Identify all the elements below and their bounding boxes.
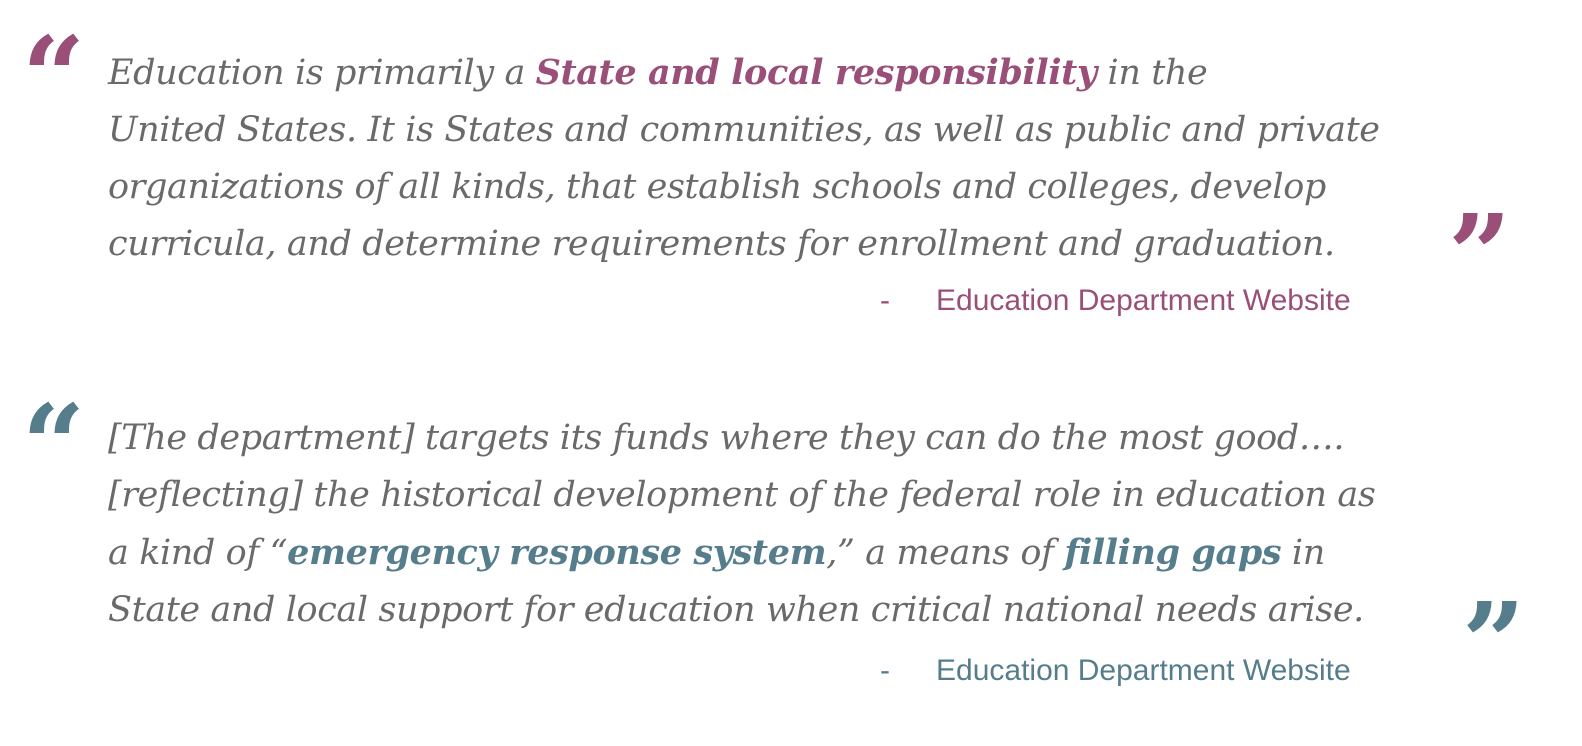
quote-text-segment: in [1281,533,1325,573]
quote-block-1 [0,0,1582,340]
quote-block-2 [0,372,1582,712]
quote-line: [The department] targets its funds where they can do the most good…. [108,418,1345,458]
quote-text [108,44,1488,273]
quote-line: State and local support for education when critical national needs arise. [108,590,1364,630]
quote-text-segment: ,” a means of [826,533,1065,573]
attribution [880,284,1351,318]
attribution [880,654,1351,688]
attribution-dash: - [880,284,890,317]
attribution-source: Education Department Website [936,284,1351,317]
close-quote-mark: ” [1448,190,1512,319]
emphasis-phrase: State and local responsibility [535,52,1097,93]
quote-text-segment: a kind of “ [108,533,288,573]
close-quote-mark: ” [1462,578,1526,707]
emphasis-phrase: emergency response system [287,532,827,573]
attribution-source: Education Department Website [936,654,1351,687]
quote-line: [reflecting] the historical development of the federal role in education as [108,475,1376,515]
attribution-dash: - [880,654,890,687]
quote-line [108,44,1488,102]
quote-line: curricula, and determine requirements for enrollment and graduation. [108,224,1335,264]
quote-line [108,524,1488,582]
emphasis-phrase: filling gaps [1064,532,1282,573]
quote-text-segment: Education is primarily a [108,53,536,93]
quote-text-segment: in the [1096,53,1208,93]
quote-line: organizations of all kinds, that establish schools and colleges, develop [108,167,1326,207]
quote-line: United States. It is States and communities, as well as public and private [108,110,1380,150]
open-quote-mark: “ [22,380,86,509]
open-quote-mark: “ [22,12,86,141]
quote-text [108,410,1488,639]
